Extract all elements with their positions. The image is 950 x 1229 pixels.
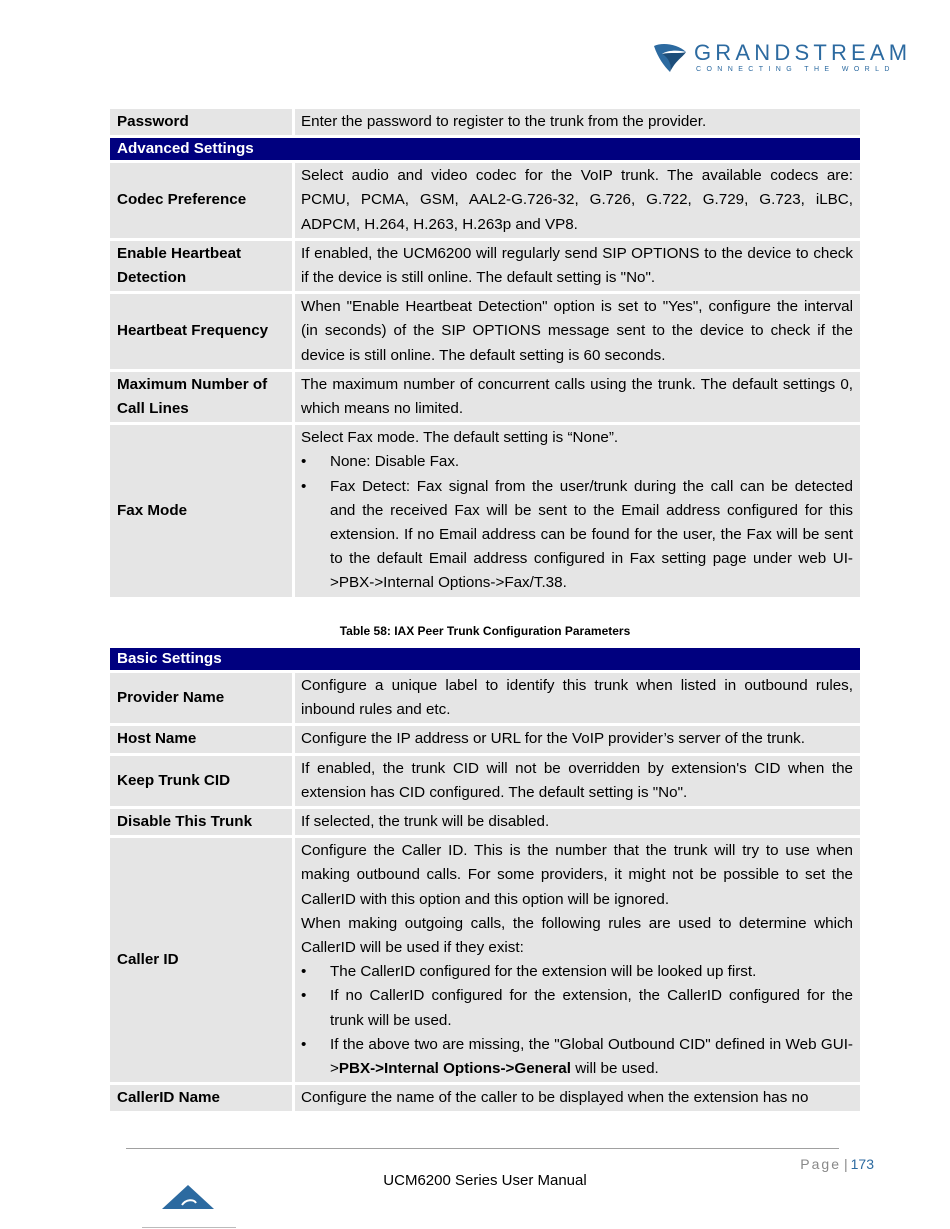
table-row <box>110 425 860 596</box>
param-description: If selected, the trunk will be disabled. <box>295 809 860 835</box>
caller-id-paragraph: Configure the Caller ID. This is the number that the trunk will try to use when making outbound calls. For some providers, it might not be possible to set the CallerID with this option and this option will be ignored. <box>301 842 853 908</box>
section-header: Basic Settings <box>110 648 860 670</box>
param-description: Configure the name of the caller to be displayed when the extension has no <box>295 1085 860 1111</box>
bullet-item <box>301 1033 853 1081</box>
grandstream-logo <box>652 40 912 80</box>
bullet-text: If no CallerID configured for the extension, the CallerID configured for the trunk will be used. <box>330 987 853 1029</box>
param-description: If enabled, the trunk CID will not be overridden by extension's CID when the extension has CID configured. The default setting is "No". <box>295 756 860 806</box>
menu-path: PBX->Internal Options->General <box>338 1060 571 1078</box>
param-description <box>295 425 860 596</box>
bullet-glyph: • <box>301 477 307 495</box>
bullet-item <box>301 475 853 596</box>
table-row <box>110 294 860 369</box>
param-description: When "Enable Heartbeat Detection" option is set to "Yes", configure the interval (in seconds) of the SIP OPTIONS message sent to the device to check if the device is still online. The default setting is 60 seconds. <box>295 294 860 369</box>
bullet-text <box>330 1033 853 1081</box>
param-name: Host Name <box>110 726 295 752</box>
param-description: If enabled, the UCM6200 will regularly send SIP OPTIONS to the device to check if the device is still online. The default setting is "No". <box>295 241 860 291</box>
param-description: Configure a unique label to identify this trunk when listed in outbound rules, inbound rules and etc. <box>295 673 860 723</box>
table-row <box>110 838 860 1082</box>
table-row <box>110 241 860 291</box>
section-header-row <box>110 138 860 160</box>
param-name: Disable This Trunk <box>110 809 295 835</box>
table-row <box>110 673 860 723</box>
param-description <box>295 838 860 1082</box>
bullet-text: The CallerID configured for the extension will be looked up first. <box>330 963 757 981</box>
param-description: The maximum number of concurrent calls using the trunk. The default settings 0, which means no limited. <box>295 372 860 422</box>
section-header-row <box>110 648 860 670</box>
param-name: CallerID Name <box>110 1085 295 1111</box>
param-name: Codec Preference <box>110 163 295 238</box>
caller-id-paragraph: When making outgoing calls, the following rules are used to determine which CallerID will be used if they exist: <box>301 914 853 957</box>
bullet-item <box>301 450 853 474</box>
iax-peer-trunk-table <box>110 645 860 1114</box>
logo-wordmark: GRANDSTREAM <box>694 40 912 65</box>
bullet-text-part: will be used. <box>570 1060 659 1078</box>
bullet-glyph: • <box>301 1035 307 1053</box>
bullet-glyph: • <box>301 987 307 1005</box>
fax-intro: Select Fax mode. The default setting is “None”. <box>301 429 619 447</box>
page-number <box>800 1156 874 1172</box>
table-row <box>110 756 860 806</box>
param-description: Select audio and video codec for the VoIP trunk. The available codecs are: PCMU, PCMA, GSM, AAL2-G.726-32, G.726, G.722, G.729, G.723, iLBC, ADPCM, H.264, H.263, H.263p and VP8. <box>295 163 860 238</box>
param-name: Password <box>110 109 295 135</box>
param-name: Fax Mode <box>110 425 295 596</box>
table-row <box>110 109 860 135</box>
bullet-text: Fax Detect: Fax signal from the user/trunk during the call can be detected and the received Fax will be sent to the Email address configured for this extension. If no Email address can be found for the user, the Fax will be sent to the default Email address configured in Fax setting page under web UI->PBX->Internal Options->Fax/T.38. <box>330 477 853 592</box>
footer-divider <box>126 1148 839 1149</box>
bullet-item <box>301 960 853 984</box>
param-name: Maximum Number of Call Lines <box>110 372 295 422</box>
param-name: Enable Heartbeat Detection <box>110 241 295 291</box>
param-description: Enter the password to register to the trunk from the provider. <box>295 109 860 135</box>
trunk-parameters-table <box>110 106 860 600</box>
table-row <box>110 372 860 422</box>
table-caption: Table 58: IAX Peer Trunk Configuration Parameters <box>339 624 631 638</box>
param-name: Caller ID <box>110 838 295 1082</box>
page-separator: | <box>844 1156 848 1172</box>
logo-tagline: CONNECTING THE WORLD <box>696 66 895 73</box>
table-row <box>110 809 860 835</box>
table-row <box>110 163 860 238</box>
page-number-value: 173 <box>850 1156 874 1172</box>
bullet-text-part: If the above two are missing, the "Global Outbound CID" defined in Web GUI-> <box>330 1035 853 1078</box>
footer-logo-icon <box>142 1183 236 1229</box>
table-row <box>110 1085 860 1111</box>
bullet-text: None: Disable Fax. <box>330 453 460 471</box>
bullet-glyph: • <box>301 963 307 981</box>
param-name: Provider Name <box>110 673 295 723</box>
page-word: Page <box>800 1156 841 1172</box>
bullet-item <box>301 984 853 1032</box>
grandstream-swirl-icon <box>652 42 688 76</box>
bullet-glyph: • <box>301 453 307 471</box>
param-name: Heartbeat Frequency <box>110 294 295 369</box>
manual-title: UCM6200 Series User Manual <box>383 1172 587 1189</box>
param-name: Keep Trunk CID <box>110 756 295 806</box>
table-row <box>110 726 860 752</box>
section-header: Advanced Settings <box>110 138 860 160</box>
param-description: Configure the IP address or URL for the VoIP provider’s server of the trunk. <box>295 726 860 752</box>
